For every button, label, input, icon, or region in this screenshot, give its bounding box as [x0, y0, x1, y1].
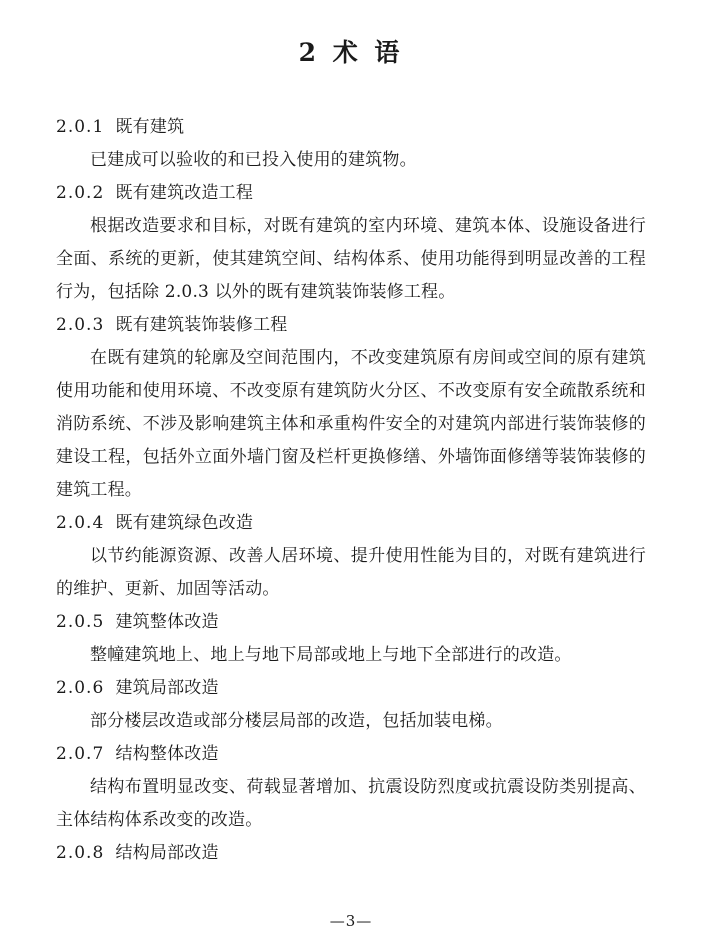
term-definition: 以节约能源资源、改善人居环境、提升使用性能为目的，对既有建筑进行的维护、更新、加固等活动。	[56, 546, 646, 599]
term-definition: 整幢建筑地上、地上与地下局部或地上与地下全部进行的改造。	[90, 645, 572, 665]
term-name: 既有建筑绿色改造	[115, 513, 254, 533]
term-definition: 已建成可以验收的和已投入使用的建筑物。	[90, 150, 417, 170]
page-title: 2 术 语	[298, 38, 404, 67]
term-name: 既有建筑装饰装修工程	[115, 315, 288, 335]
term-definition: 结构布置明显改变、荷载显著增加、抗震设防烈度或抗震设防类别提高、主体结构体系改变的改造。	[56, 777, 646, 830]
term-name: 既有建筑	[115, 117, 185, 137]
term-heading	[56, 672, 646, 705]
term-name: 结构局部改造	[115, 843, 219, 863]
term-heading	[56, 738, 646, 771]
term-heading	[56, 111, 646, 144]
term-number: 2.0.7	[56, 744, 105, 764]
term-number: 2.0.6	[56, 678, 105, 698]
page-number: —3—	[329, 912, 373, 930]
term-heading	[56, 177, 646, 210]
term-name: 既有建筑改造工程	[115, 183, 254, 203]
terms-list	[56, 111, 646, 870]
term-number: 2.0.4	[56, 513, 105, 533]
term-definition: 在既有建筑的轮廓及空间范围内，不改变建筑原有房间或空间的原有建筑使用功能和使用环境、不改变原有建筑防火分区、不改变原有安全疏散系统和消防系统、不涉及影响建筑主体和承重构件安全的对建筑内部进行装饰装修的建设工程，包括外立面外墙门窗及栏杆更换修缮、外墙饰面修缮等装饰装修的建筑工程。	[56, 348, 646, 500]
term-number: 2.0.3	[56, 315, 105, 335]
term-number: 2.0.1	[56, 117, 105, 137]
term-definition: 部分楼层改造或部分楼层局部的改造，包括加装电梯。	[90, 711, 503, 731]
term-heading	[56, 309, 646, 342]
term-name: 建筑整体改造	[115, 612, 219, 632]
term-heading	[56, 837, 646, 870]
term-number: 2.0.2	[56, 183, 105, 203]
term-heading	[56, 507, 646, 540]
term-name: 建筑局部改造	[115, 678, 219, 698]
term-number: 2.0.8	[56, 843, 105, 863]
term-heading	[56, 606, 646, 639]
term-number: 2.0.5	[56, 612, 105, 632]
term-name: 结构整体改造	[115, 744, 219, 764]
term-definition: 根据改造要求和目标，对既有建筑的室内环境、建筑本体、设施设备进行全面、系统的更新，使其建筑空间、结构体系、使用功能得到明显改善的工程行为，包括除 2.0.3 以外的既有建筑装饰装修工程。	[56, 216, 646, 302]
